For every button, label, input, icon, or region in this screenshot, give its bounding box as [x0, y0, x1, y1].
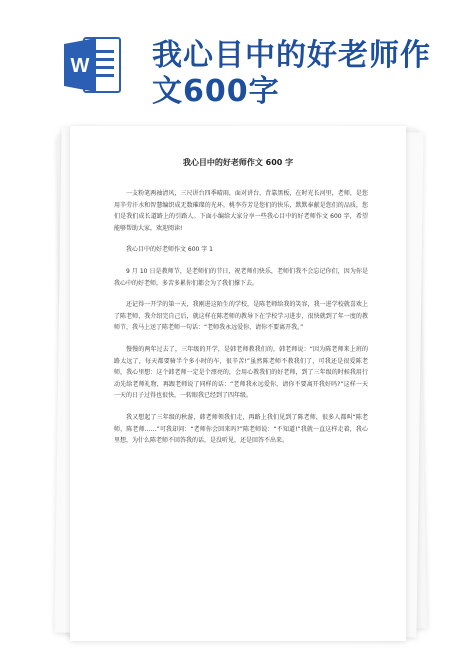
paragraph: 我又想起了三年级的秋游，韩老师领我们走，再路上我们见到了陈老师，很多人都叫“陈老师，陈老师……”可我却问：“老师你会回来吗?”陈老师说：“不知道!”我就一直这样走着，我心里想，为什么陈老师不回答我的话，是没听见，还是回答不出来。: [114, 413, 368, 445]
section-heading: 我心目中的好老师作文 600 字 1: [126, 246, 213, 254]
paragraph: 还记得一开学的第一天，我刚进这陌生的学校，是陈老师给我的笑容，我一进学校就喜欢上了陈老师，我介绍完自己后，就这样在陈老师的教导下在学校学习进步，很快就到了年一度的教师节，我马上送了陈老师一句话：“老师我永远爱你，请你不要离开我。”: [114, 301, 368, 332]
document-page: [70, 126, 406, 641]
document-title: 我心目中的好老师作文 600 字: [182, 158, 294, 167]
paragraph: 一支粉笔两袖清风，三尺讲台四季晴雨，面对讲台，背靠黑板，在时光长河里，老师，是您用辛劳汗水和智慧编织成无数璀璨的光环。桃李芬芳是您们的快乐，默默奉献是您们的品质，您们是我们成长道路上的引路人。下面小编给大家分享一些我心目中的好老师作文 600 字，希望能够帮助大家，欢迎阅读!: [114, 190, 368, 232]
page-title-line-2: 文600字: [152, 74, 280, 109]
document-body: [114, 188, 368, 457]
paragraph: 9 月 10 日是教师节，是老师们的节日，祝老师们快乐，老师们我不会忘记你们，因为你是我心中的好老师，多苦多累你们都会为了我们撑下去。: [114, 267, 368, 287]
page-title-line-1: 我心目中的好老师作: [152, 38, 431, 73]
paragraph: 慢慢的两年过去了，三年级的开学，是韩老师教我们的，韩老师说：“因为陈老师来上班的路太远了，每天都要骑半个多小时的车，很辛苦!”虽然陈老师不教我们了，可我还是很爱陈老师，我心里想：这个韩老师一定是个漂亮的，会用心教我们的好老师，到了三年级的时候我用行动先给老师礼物，再跟老师说了同样的话：“老师我永远爱你，请你不要离开我好吗?”这样一天一天的日子过得也很快，一转眼我已经到了四年级。: [114, 345, 368, 400]
header: [0, 0, 474, 120]
word-document-icon: [62, 36, 122, 94]
svg-text:W: W: [70, 55, 90, 77]
